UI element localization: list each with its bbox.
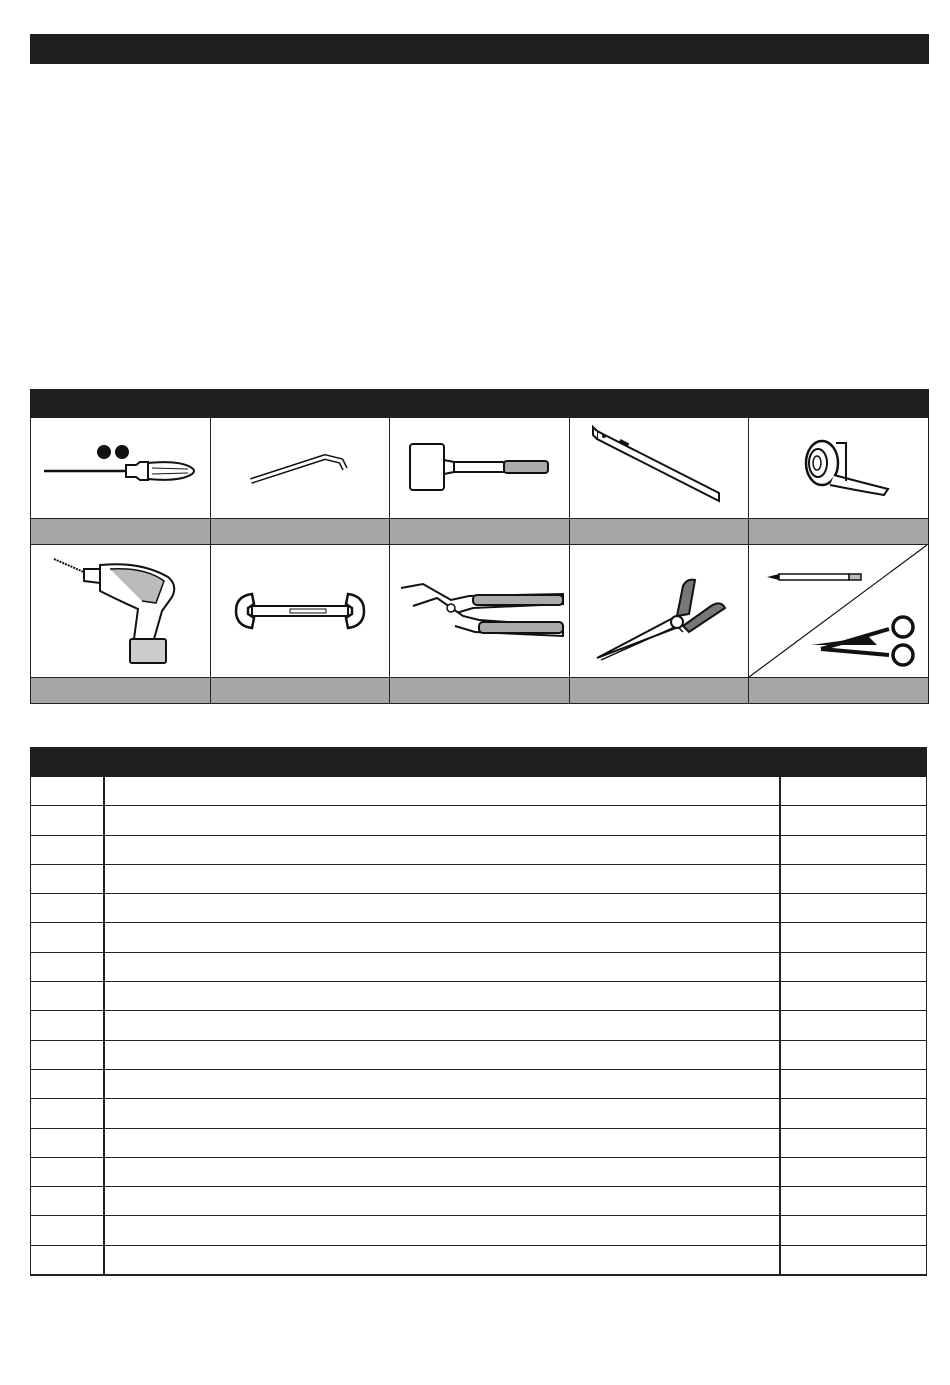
table-row (31, 1216, 926, 1245)
part-qty-cell (781, 982, 926, 1010)
part-id-cell (31, 1158, 105, 1186)
part-name-cell (105, 865, 781, 893)
tape-icon (784, 433, 894, 503)
part-qty-cell (781, 953, 926, 981)
part-id-cell (31, 1187, 105, 1215)
part-id-cell (31, 777, 105, 805)
part-name-cell (105, 1187, 781, 1215)
screwdriver-icon (40, 438, 200, 498)
tools-labels-row-2 (30, 678, 929, 704)
part-qty-cell (781, 1158, 926, 1186)
part-qty-cell (781, 1011, 926, 1039)
part-qty-cell (781, 1099, 926, 1127)
part-qty-cell (781, 923, 926, 951)
part-id-cell (31, 982, 105, 1010)
part-qty-cell (781, 1216, 926, 1244)
part-id-cell (31, 865, 105, 893)
part-qty-cell (781, 894, 926, 922)
rubber-mallet-icon (404, 438, 554, 498)
parts-table (30, 777, 927, 1276)
tool-cell-tape (749, 418, 929, 519)
tool-label-allen-key (211, 519, 391, 545)
tool-cell-pencil-scissors (749, 545, 929, 678)
table-row (31, 1011, 926, 1040)
part-id-cell (31, 923, 105, 951)
parts-list-section (30, 747, 927, 1276)
tool-cell-drill (31, 545, 211, 678)
tool-cell-needle-nose-pliers (570, 545, 750, 678)
table-row (31, 836, 926, 865)
tool-cell-wrench (211, 545, 391, 678)
part-name-cell (105, 1070, 781, 1098)
needle-nose-pliers-icon (589, 556, 729, 666)
part-name-cell (105, 777, 781, 805)
part-name-cell (105, 1158, 781, 1186)
table-row (31, 953, 926, 982)
part-id-cell (31, 806, 105, 834)
part-name-cell (105, 894, 781, 922)
part-qty-cell (781, 1187, 926, 1215)
table-row (31, 1070, 926, 1099)
adjustable-pliers-icon (393, 576, 565, 646)
tools-row-1 (30, 418, 929, 519)
part-qty-cell (781, 806, 926, 834)
part-id-cell (31, 1246, 105, 1274)
table-row (31, 1099, 926, 1128)
tool-label-wrench (211, 678, 391, 704)
parts-header-col-name (104, 747, 782, 777)
table-row (31, 806, 926, 835)
tools-row-2 (30, 545, 929, 678)
table-row (31, 1129, 926, 1158)
part-qty-cell (781, 1246, 926, 1274)
table-row (31, 865, 926, 894)
part-name-cell (105, 1216, 781, 1244)
tool-cell-screwdriver (31, 418, 211, 519)
part-name-cell (105, 982, 781, 1010)
tool-cell-adjustable-pliers (390, 545, 570, 678)
tool-cell-spirit-level (570, 418, 750, 519)
part-qty-cell (781, 1070, 926, 1098)
parts-header-col-id (30, 747, 104, 777)
table-row (31, 1187, 926, 1216)
tools-section (30, 389, 929, 704)
part-id-cell (31, 1011, 105, 1039)
part-id-cell (31, 1041, 105, 1069)
power-drill-icon (50, 551, 190, 671)
part-name-cell (105, 1129, 781, 1157)
tool-label-drill (31, 678, 211, 704)
part-qty-cell (781, 777, 926, 805)
part-qty-cell (781, 1041, 926, 1069)
part-id-cell (31, 1216, 105, 1244)
tools-labels-row-1 (30, 519, 929, 545)
parts-header-col-qty (782, 747, 927, 777)
table-row (31, 1041, 926, 1070)
tool-label-adjustable-pliers (390, 678, 570, 704)
part-id-cell (31, 1129, 105, 1157)
tool-label-pencil-scissors (749, 678, 929, 704)
part-id-cell (31, 1099, 105, 1127)
part-qty-cell (781, 865, 926, 893)
table-row (31, 982, 926, 1011)
tool-cell-allen-key (211, 418, 391, 519)
wrench-icon (230, 586, 370, 636)
part-id-cell (31, 894, 105, 922)
part-id-cell (31, 1070, 105, 1098)
table-row (31, 777, 926, 806)
table-row (31, 894, 926, 923)
tool-label-tape (749, 519, 929, 545)
pencil-scissors-icon (749, 545, 927, 677)
part-name-cell (105, 836, 781, 864)
part-id-cell (31, 953, 105, 981)
tool-label-needle-nose-pliers (570, 678, 750, 704)
tool-label-screwdriver (31, 519, 211, 545)
part-name-cell (105, 1011, 781, 1039)
part-name-cell (105, 923, 781, 951)
part-qty-cell (781, 1129, 926, 1157)
top-header-bar (30, 34, 929, 64)
part-name-cell (105, 953, 781, 981)
part-id-cell (31, 836, 105, 864)
part-qty-cell (781, 836, 926, 864)
table-row (31, 923, 926, 952)
tool-cell-mallet (390, 418, 570, 519)
tool-label-mallet (390, 519, 570, 545)
part-name-cell (105, 806, 781, 834)
tool-label-spirit-level (570, 519, 750, 545)
part-name-cell (105, 1099, 781, 1127)
part-name-cell (105, 1041, 781, 1069)
allen-key-icon (245, 443, 355, 493)
spirit-level-icon (589, 423, 729, 513)
table-row (31, 1246, 926, 1274)
part-name-cell (105, 1246, 781, 1274)
parts-header-bar (30, 747, 927, 777)
tools-header-bar (30, 389, 929, 418)
table-row (31, 1158, 926, 1187)
